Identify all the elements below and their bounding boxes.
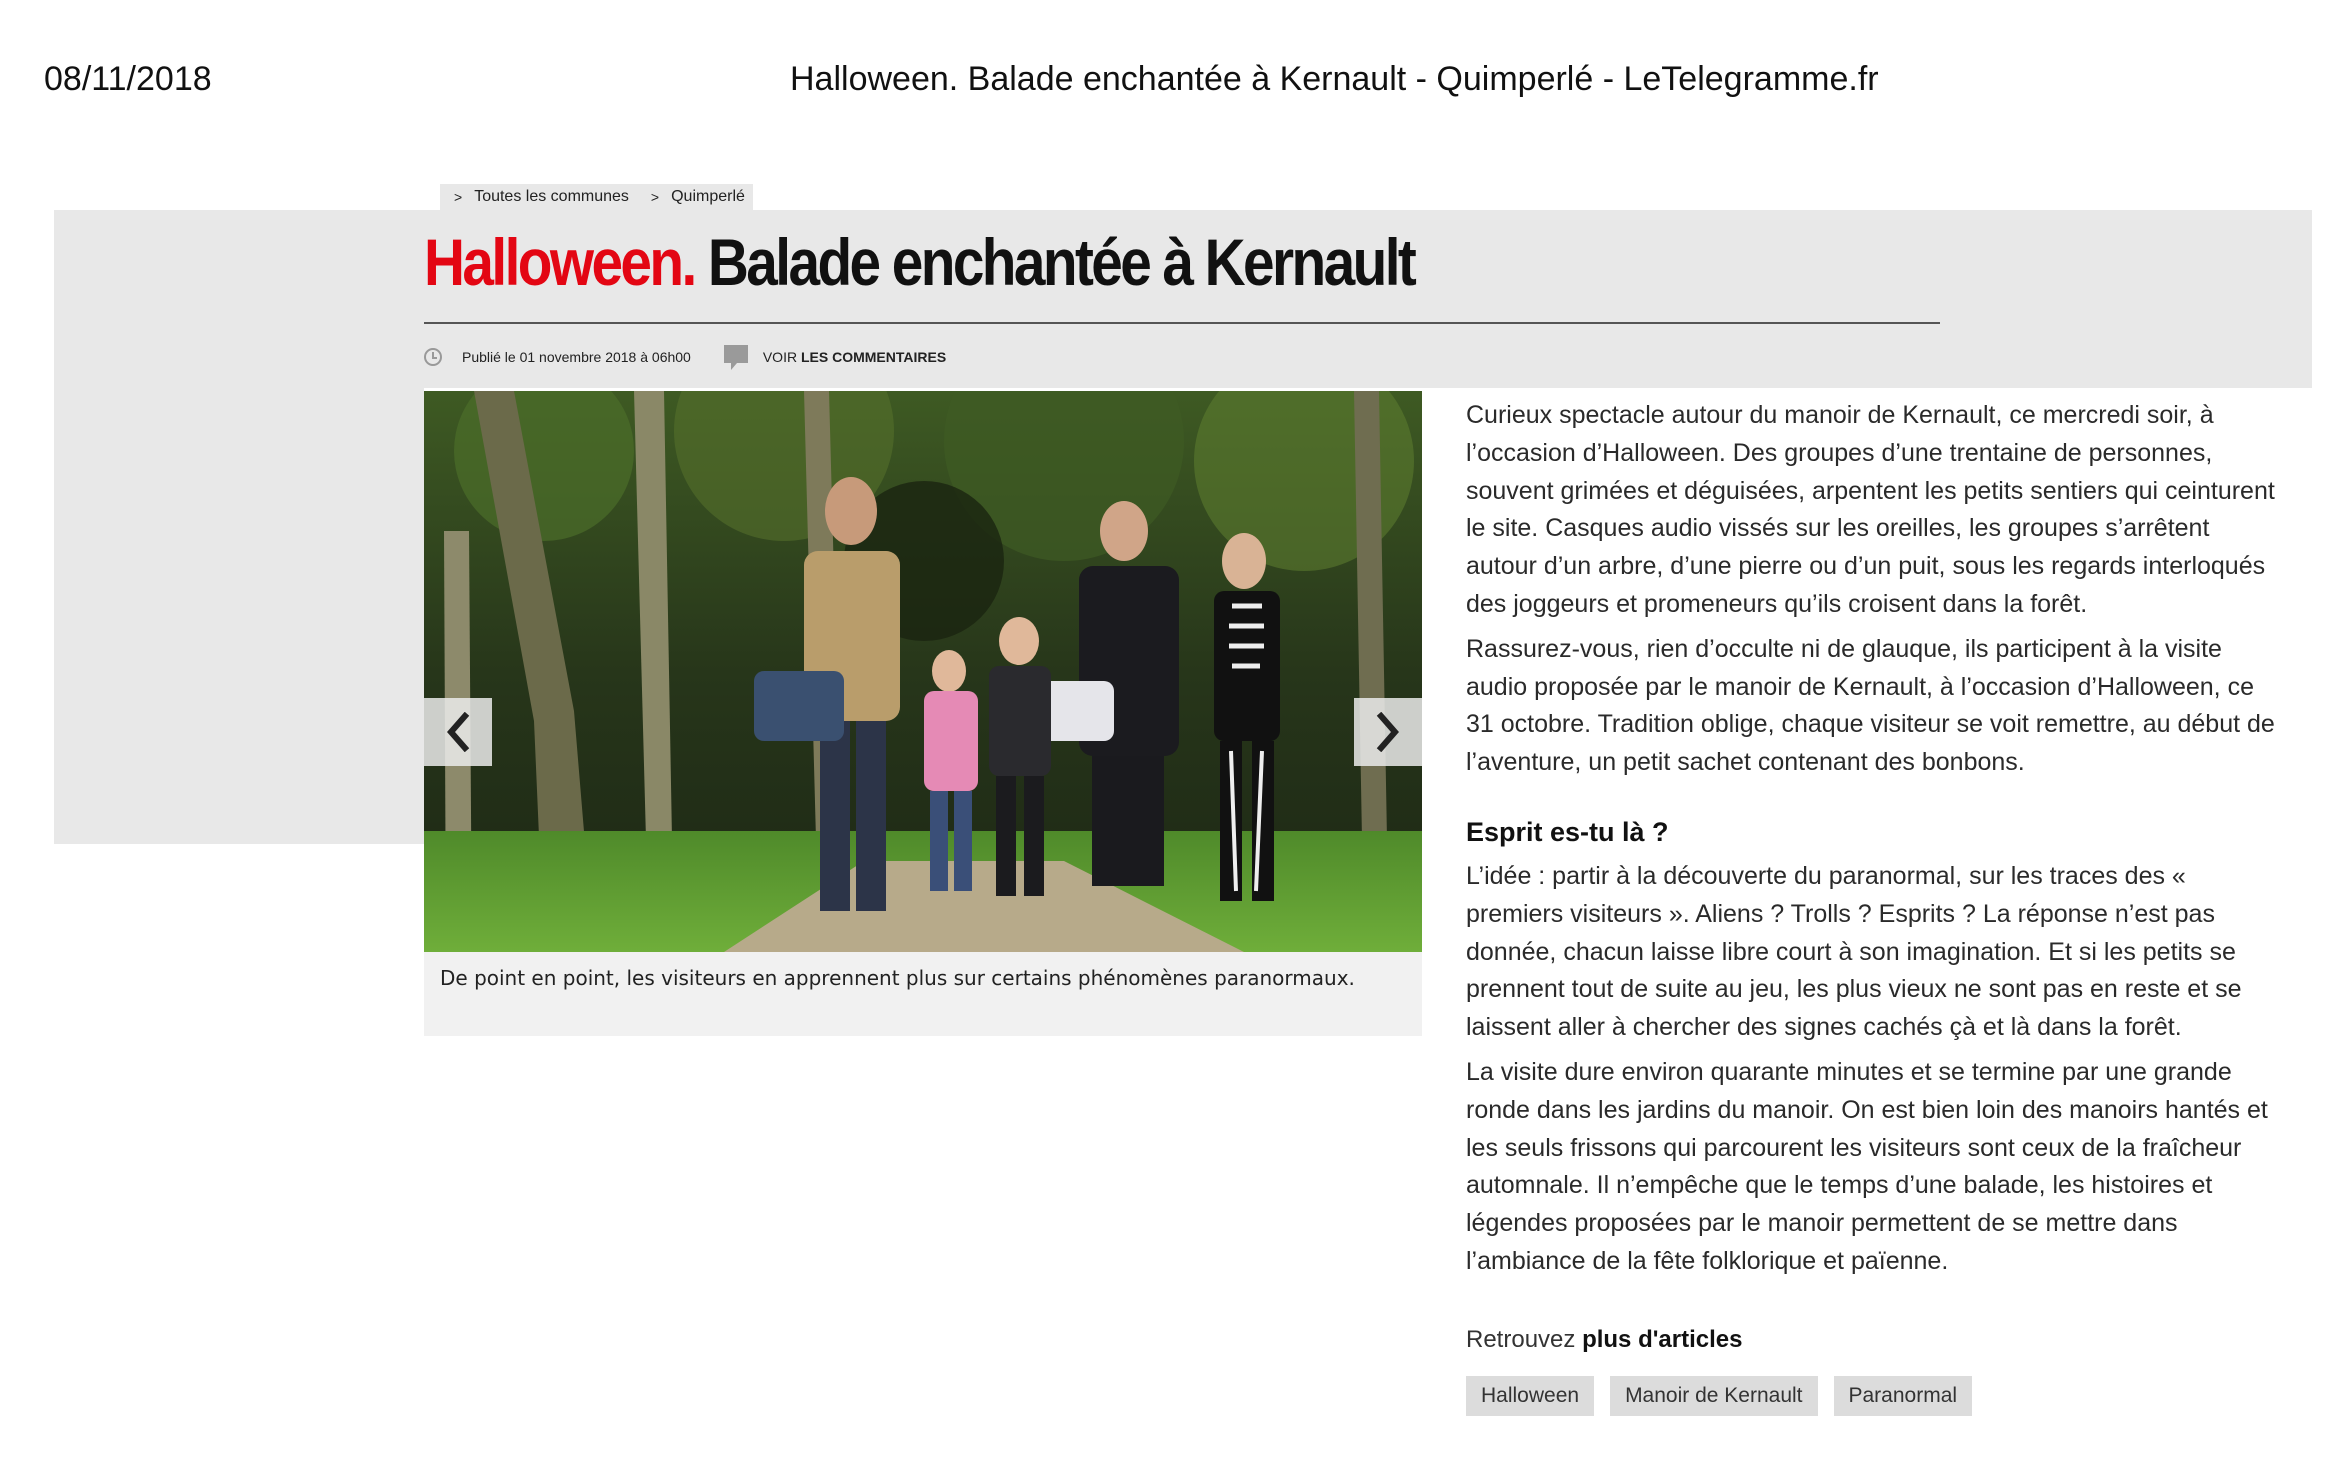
breadcrumb-separator: >: [454, 189, 463, 205]
carousel-prev-button[interactable]: [424, 698, 492, 766]
breadcrumb-item-quimperle[interactable]: Quimperlé: [671, 188, 745, 205]
article-paragraph: L’idée : partir à la découverte du paranormal, sur les traces des « premiers visiteurs ». Aliens ? Trolls ? Esprits ? La réponse n’est pas donnée, chacun laisse libre court à son imagination. Et si les petits se prennent tout de suite au jeu, les plus vieux ne sont pas en reste et se laissent aller à chercher des signes cachés çà et là dans la forêt.: [1466, 861, 2242, 1042]
breadcrumb-item-communes[interactable]: Toutes les communes: [474, 188, 629, 205]
tag-list: [1466, 1376, 1988, 1416]
more-articles-strong: plus d'articles: [1582, 1326, 1743, 1353]
article-body: [1466, 397, 2286, 1288]
breadcrumb-separator: >: [650, 189, 660, 205]
tag-halloween[interactable]: Halloween: [1466, 1376, 1594, 1416]
comment-icon: [723, 343, 749, 371]
breadcrumb: [440, 184, 753, 210]
view-comments-link[interactable]: [763, 349, 946, 365]
view-comments-prefix: VOIR: [762, 349, 798, 365]
print-page-title: Halloween. Balade enchantée à Kernault - Quimperlé - LeTelegramme.fr: [790, 60, 1879, 98]
left-gutter-band: [54, 388, 424, 844]
photo-caption: De point en point, les visiteurs en apprennent plus sur certains phénomènes paranormaux.: [424, 952, 1422, 1036]
chevron-left-icon: [443, 712, 473, 752]
article-paragraph: Curieux spectacle autour du manoir de Kernault, ce mercredi soir, à l’occasion d’Halloween. Des groupes d’une trentaine de personnes, souvent grimées et déguisées, arpentent les petits sentiers qui ceinturent le site. Casques audio vissés sur les oreilles, les groupes s’arrêtent autour d’un arbre, d’une pierre ou d’un puit, sous les regards interloqués des joggeurs et promeneurs qu’ils croisent dans la forêt.: [1466, 401, 2275, 618]
article-photo: [424, 391, 1422, 952]
article-headline: [424, 224, 1414, 300]
tag-manoir-de-kernault[interactable]: Manoir de Kernault: [1610, 1376, 1817, 1416]
article-paragraph: Rassurez-vous, rien d’occulte ni de glauque, ils participent à la visite audio proposée par le manoir de Kernault, à l’occasion d’Halloween, ce 31 octobre. Tradition oblige, chaque visiteur se voit remettre, au début de l’aventure, un petit sachet contenant des bonbons.: [1466, 634, 2275, 777]
tag-paranormal[interactable]: Paranormal: [1834, 1376, 1973, 1416]
headline-divider: [424, 322, 1940, 324]
headline-title: Balade enchantée à Kernault: [707, 225, 1415, 299]
carousel-next-button[interactable]: [1354, 698, 1422, 766]
more-articles-prefix: Retrouvez: [1466, 1326, 1576, 1353]
view-comments-label: LES COMMENTAIRES: [800, 349, 947, 365]
publish-date: Publié le 01 novembre 2018 à 06h00: [462, 349, 691, 365]
article-meta: [424, 342, 946, 372]
article-subheading: Esprit es-tu là ?: [1466, 816, 1669, 847]
article-paragraph: La visite dure environ quarante minutes et se termine par une grande ronde dans les jardins du manoir. On est bien loin des manoirs hantés et les seuls frissons qui parcourent les visiteurs sont ceux de la fraîcheur automnale. Il n’empêche que le temps d’une balade, les histoires et légendes proposées par le manoir permettent de se mettre dans l’ambiance de la fête folklorique et païenne.: [1466, 1057, 2268, 1275]
more-articles-label: [1466, 1326, 1743, 1354]
print-date: 08/11/2018: [44, 60, 212, 98]
clock-icon: [424, 348, 442, 366]
headline-kicker: Halloween.: [424, 225, 695, 299]
chevron-right-icon: [1373, 712, 1403, 752]
